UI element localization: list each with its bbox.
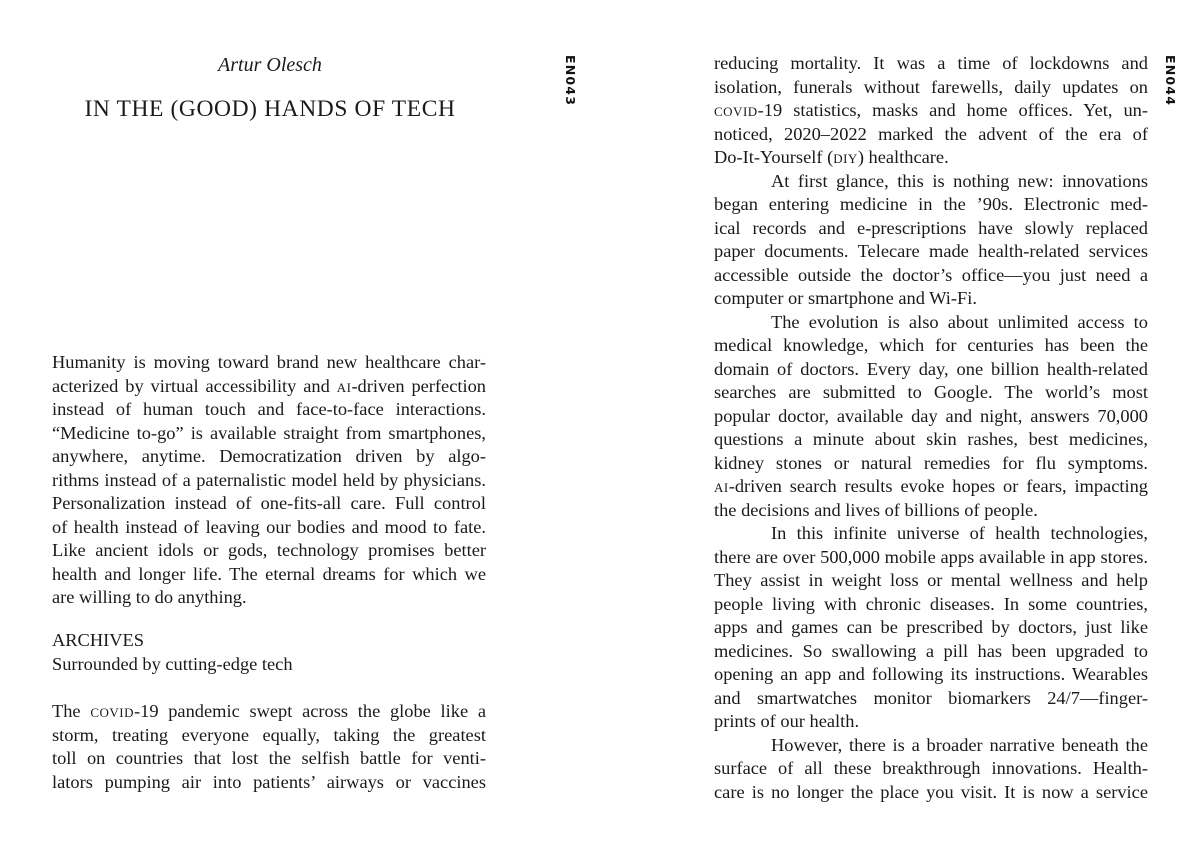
small-caps-acronym: ai [714,476,729,496]
page-folio: EN044 [1163,55,1178,107]
text-line: However, there is a broader narrative beneath the [771,734,1148,755]
small-caps-acronym: covid [90,701,134,721]
text-line: popular doctor, available day and night, answers 70,000 [714,405,1148,426]
text-line: instead of human touch and face-to-face interactions. [52,399,486,419]
text-line: acterized by virtual accessibility and ai-driven perfection [52,375,486,396]
text-line: Like ancient idols or gods, technology promises better [52,540,486,560]
page-folio: EN043 [563,55,578,107]
text-line: medicines. So swallowing a pill has been upgraded to [714,640,1148,661]
article-title: IN THE (GOOD) HANDS OF TECH [84,96,456,122]
text-line: accessible outside the doctor’s office—you just need a [714,264,1148,285]
text-line: Personalization instead of one-fits-all care. Full control [52,493,486,513]
text-line: noticed, 2020–2022 marked the advent of the era of [714,123,1148,144]
text-line: domain of doctors. Every day, one billion health-related [714,358,1148,379]
section-subheading: Surrounded by cutting-edge tech [52,653,293,674]
text-line: prints of our health. [714,711,860,731]
text-line: Humanity is moving toward brand new healthcare char- [52,352,486,372]
text-line: At first glance, this is nothing new: innovations [771,170,1148,191]
author-name: Artur Olesch [218,54,322,76]
text-line: rithms instead of a paternalistic model held by physicians. [52,469,486,490]
small-caps-acronym: diy [833,147,858,167]
text-line: reducing mortality. It was a time of lockdowns and [714,53,1148,73]
text-line: They assist in weight loss or mental wellness and help [714,570,1148,590]
text-line: and smartwatches monitor biomarkers 24/7—finger- [714,687,1148,708]
text-line: storm, treating everyone equally, taking the greatest [52,724,486,745]
text-line: anywhere, anytime. Democratization driven by algo- [52,446,486,466]
text-line: began entering medicine in the ’90s. Electronic med- [714,194,1148,214]
text-line: medical knowledge, which for centuries has been the [714,335,1148,355]
text-line: In this infinite universe of health technologies, [771,523,1148,543]
intro-paragraph [52,351,486,610]
text-line: The covid-19 pandemic swept across the globe like a [52,701,486,721]
right-page-body [714,52,1148,804]
text-line: ical records and e-prescriptions have slowly replaced [714,217,1148,238]
text-line: computer or smartphone and Wi-Fi. [714,288,977,308]
text-line: searches are submitted to Google. The world’s most [714,382,1148,402]
small-caps-acronym: covid [714,100,758,120]
text-line: ai-driven search results evoke hopes or fears, impacting [714,476,1148,496]
text-line: The evolution is also about unlimited access to [771,311,1148,332]
text-line: of health instead of leaving our bodies and mood to fate. [52,516,486,537]
text-line: care is no longer the place you visit. It is now a service [714,781,1148,802]
text-line: health and longer life. The eternal dreams for which we [52,563,486,584]
small-caps-acronym: ai [336,375,352,396]
text-line: lators pumping air into patients’ airways or vaccines [52,771,486,792]
text-line: toll on countries that lost the selfish battle for venti- [52,748,486,768]
body-paragraph [52,700,486,794]
text-line: surface of all these breakthrough innovations. Health- [714,758,1148,778]
section-header [52,629,486,676]
text-line: there are over 500,000 mobile apps available in app stores. [714,546,1148,567]
section-heading: ARCHIVES [52,630,144,650]
text-line: the decisions and lives of billions of people. [714,499,1038,520]
text-line: Do-It-Yourself (diy) healthcare. [714,147,949,167]
text-line: opening an app and following its instructions. Wearables [714,664,1148,684]
text-line: covid-19 statistics, masks and home offices. Yet, un- [714,100,1148,120]
text-line: people living with chronic diseases. In some countries, [714,593,1148,614]
text-line: kidney stones or natural remedies for flu symptoms. [714,452,1148,473]
text-line: paper documents. Telecare made health-related services [714,241,1148,261]
text-line: questions a minute about skin rashes, best medicines, [714,429,1148,449]
text-line: isolation, funerals without farewells, daily updates on [714,76,1148,97]
text-line: “Medicine to-go” is available straight from smartphones, [52,422,486,443]
text-line: apps and games can be prescribed by doctors, just like [714,617,1148,637]
text-line: are willing to do anything. [52,587,247,607]
